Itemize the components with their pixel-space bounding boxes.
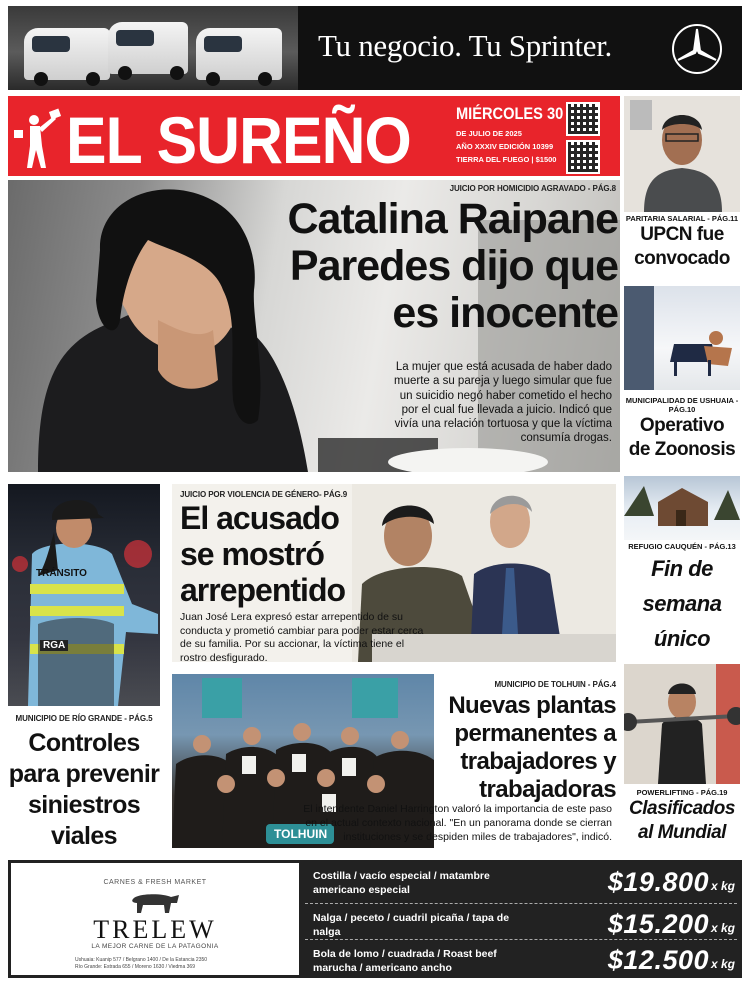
edition-number: AÑO XXXIV EDICIÓN 10399 bbox=[456, 142, 554, 151]
tolhuin-kicker: MUNICIPIO DE TOLHUIN - PÁG.4 bbox=[494, 680, 616, 689]
price-value: $12.500 bbox=[607, 945, 709, 975]
upcn-story[interactable] bbox=[624, 214, 740, 271]
divider bbox=[305, 903, 737, 904]
headline-line: para prevenir bbox=[8, 760, 160, 788]
headline-line: semana bbox=[642, 591, 722, 616]
bottom-advertisement[interactable] bbox=[8, 860, 742, 978]
refugio-headline bbox=[624, 551, 740, 656]
butcher-logo-panel bbox=[11, 863, 299, 975]
headline-line: viales bbox=[51, 822, 117, 850]
qr-code-icon[interactable] bbox=[566, 102, 600, 136]
price-unit: x kg bbox=[710, 957, 735, 971]
transit-photo[interactable] bbox=[8, 484, 160, 706]
powerlifting-headline bbox=[624, 797, 740, 845]
logo-figure-icon bbox=[12, 102, 62, 172]
headline-line: convocado bbox=[634, 248, 730, 269]
main-story-kicker: JUICIO POR HOMICIDIO AGRAVADO - PÁG.8 bbox=[449, 184, 616, 193]
ad-brand: TRELEW bbox=[93, 915, 217, 944]
vest-text: TRÁNSITO bbox=[36, 568, 87, 579]
zoonosis-story[interactable] bbox=[624, 396, 740, 462]
edition-day: MIÉRCOLES 30 bbox=[456, 104, 564, 123]
zoonosis-headline bbox=[624, 414, 740, 462]
van-image bbox=[108, 22, 188, 74]
headline-line: Controles bbox=[28, 729, 140, 757]
edition-region-price: TIERRA DEL FUEGO | $1500 bbox=[456, 155, 557, 164]
powerlifting-story[interactable] bbox=[624, 788, 740, 845]
price-items: Nalga / peceto / cuadril picaña / tapa de nalga bbox=[313, 912, 510, 938]
headline-line: Paredes dijo que bbox=[289, 242, 618, 290]
tolhuin-banner: TOLHUIN bbox=[274, 827, 328, 841]
price-value: $15.200 bbox=[607, 909, 709, 939]
tolhuin-body: El intendente Daniel Harrington valoró la importancia de este paso en el actual contexto nacional. "En un panorama donde se cierran instituciones y se despiden miles de trabajadores", indicó. bbox=[303, 803, 612, 843]
refugio-photo[interactable] bbox=[624, 476, 740, 540]
cow-icon bbox=[129, 889, 181, 915]
ad-address: Ushuaia: Kuanip 577 / Belgrano 1400 / De la Estancia 2350 bbox=[75, 957, 208, 963]
headline-line: Catalina Raipane bbox=[287, 195, 618, 243]
ad-tagline-top: CARNES & FRESH MARKET bbox=[103, 879, 207, 886]
edition-month: DE JULIO DE 2025 bbox=[456, 129, 522, 138]
vest-text: RGA bbox=[40, 640, 68, 651]
qr-code-icon[interactable] bbox=[566, 140, 600, 174]
price-items: Bola de lomo / cuadrada / Roast beef marucha / americano ancho bbox=[313, 948, 497, 974]
van-image bbox=[196, 28, 282, 80]
tolhuin-headline[interactable] bbox=[420, 692, 616, 804]
headline-line: se mostró bbox=[180, 536, 324, 572]
price-unit: x kg bbox=[710, 921, 735, 935]
ad-address: Río Grande: Estrada 655 / Moreno 1630 / Viedma 369 bbox=[75, 964, 195, 970]
headline-line: trabajadores y bbox=[460, 748, 616, 775]
masthead bbox=[8, 96, 620, 176]
ad-slogan: Tu negocio. Tu Sprinter. bbox=[318, 28, 612, 63]
headline-line: UPCN fue bbox=[640, 224, 724, 245]
headline-line: Nuevas plantas bbox=[448, 692, 616, 719]
headline-line: al Mundial bbox=[638, 822, 726, 843]
headline-line: arrepentido bbox=[180, 572, 346, 608]
price-row bbox=[305, 865, 737, 901]
price-items: Costilla / vacío especial / matambre americano especial bbox=[313, 870, 490, 896]
main-story-headline[interactable] bbox=[272, 196, 618, 337]
upcn-kicker: PARITARIA SALARIAL - PÁG.11 bbox=[625, 214, 739, 223]
price-unit: x kg bbox=[710, 879, 735, 893]
headline-line: Clasificados bbox=[629, 798, 735, 819]
accused-body: Juan José Lera expresó estar arrepentido de su conducta y prometió cambiar para poder estar cerca de su familia. Por su accionar, la víctima tiene el rostro desfigurado. bbox=[180, 611, 424, 664]
vans-photo bbox=[8, 6, 298, 90]
price-value: $19.800 bbox=[607, 867, 709, 897]
accused-kicker: JUICIO POR VIOLENCIA DE GÉNERO- PÁG.9 bbox=[180, 490, 348, 499]
price-row bbox=[305, 943, 737, 979]
upcn-photo[interactable] bbox=[624, 96, 740, 212]
ad-tagline-bottom: LA MEJOR CARNE DE LA PATAGONIA bbox=[91, 943, 219, 950]
accused-headline[interactable] bbox=[180, 500, 380, 608]
headline-line: Fin de bbox=[651, 556, 713, 581]
headline-line: único bbox=[653, 626, 711, 651]
mercedes-star-icon bbox=[672, 24, 722, 74]
transit-headline[interactable] bbox=[4, 728, 164, 852]
headline-line: es inocente bbox=[392, 289, 618, 337]
headline-line: El acusado bbox=[180, 500, 339, 536]
edition-info bbox=[456, 104, 581, 164]
refugio-kicker: REFUGIO CAUQUÉN - PÁG.13 bbox=[628, 542, 736, 551]
price-row bbox=[305, 907, 737, 943]
top-advertisement[interactable] bbox=[8, 6, 742, 90]
powerlifting-photo[interactable] bbox=[624, 664, 740, 784]
powerlifting-kicker: POWERLIFTING - PÁG.19 bbox=[636, 788, 728, 797]
zoonosis-photo[interactable] bbox=[624, 286, 740, 390]
van-image bbox=[24, 28, 110, 80]
transit-kicker: MUNICIPIO DE RÍO GRANDE - PÁG.5 bbox=[15, 714, 153, 723]
divider bbox=[305, 939, 737, 940]
headline-line: siniestros bbox=[27, 791, 141, 819]
headline-line: de Zoonosis bbox=[628, 439, 736, 460]
headline-line: Operativo bbox=[639, 415, 725, 436]
headline-line: trabajadoras bbox=[479, 776, 616, 803]
headline-line: permanentes a bbox=[454, 720, 616, 747]
refugio-story[interactable] bbox=[624, 542, 740, 656]
main-story-body: La mujer que está acusada de haber dado muerte a su pareja y luego simular que fue un suicidio negó haber cometido el hecho por el cual fue llevada a juicio. Indicó que vivía una relación tortuosa y que la víctima consumía drogas. bbox=[394, 361, 612, 445]
upcn-headline bbox=[624, 223, 740, 271]
newspaper-title[interactable]: EL SUREÑO bbox=[66, 103, 411, 177]
zoonosis-kicker: MUNICIPALIDAD DE USHUAIA - PÁG.10 bbox=[625, 396, 739, 414]
